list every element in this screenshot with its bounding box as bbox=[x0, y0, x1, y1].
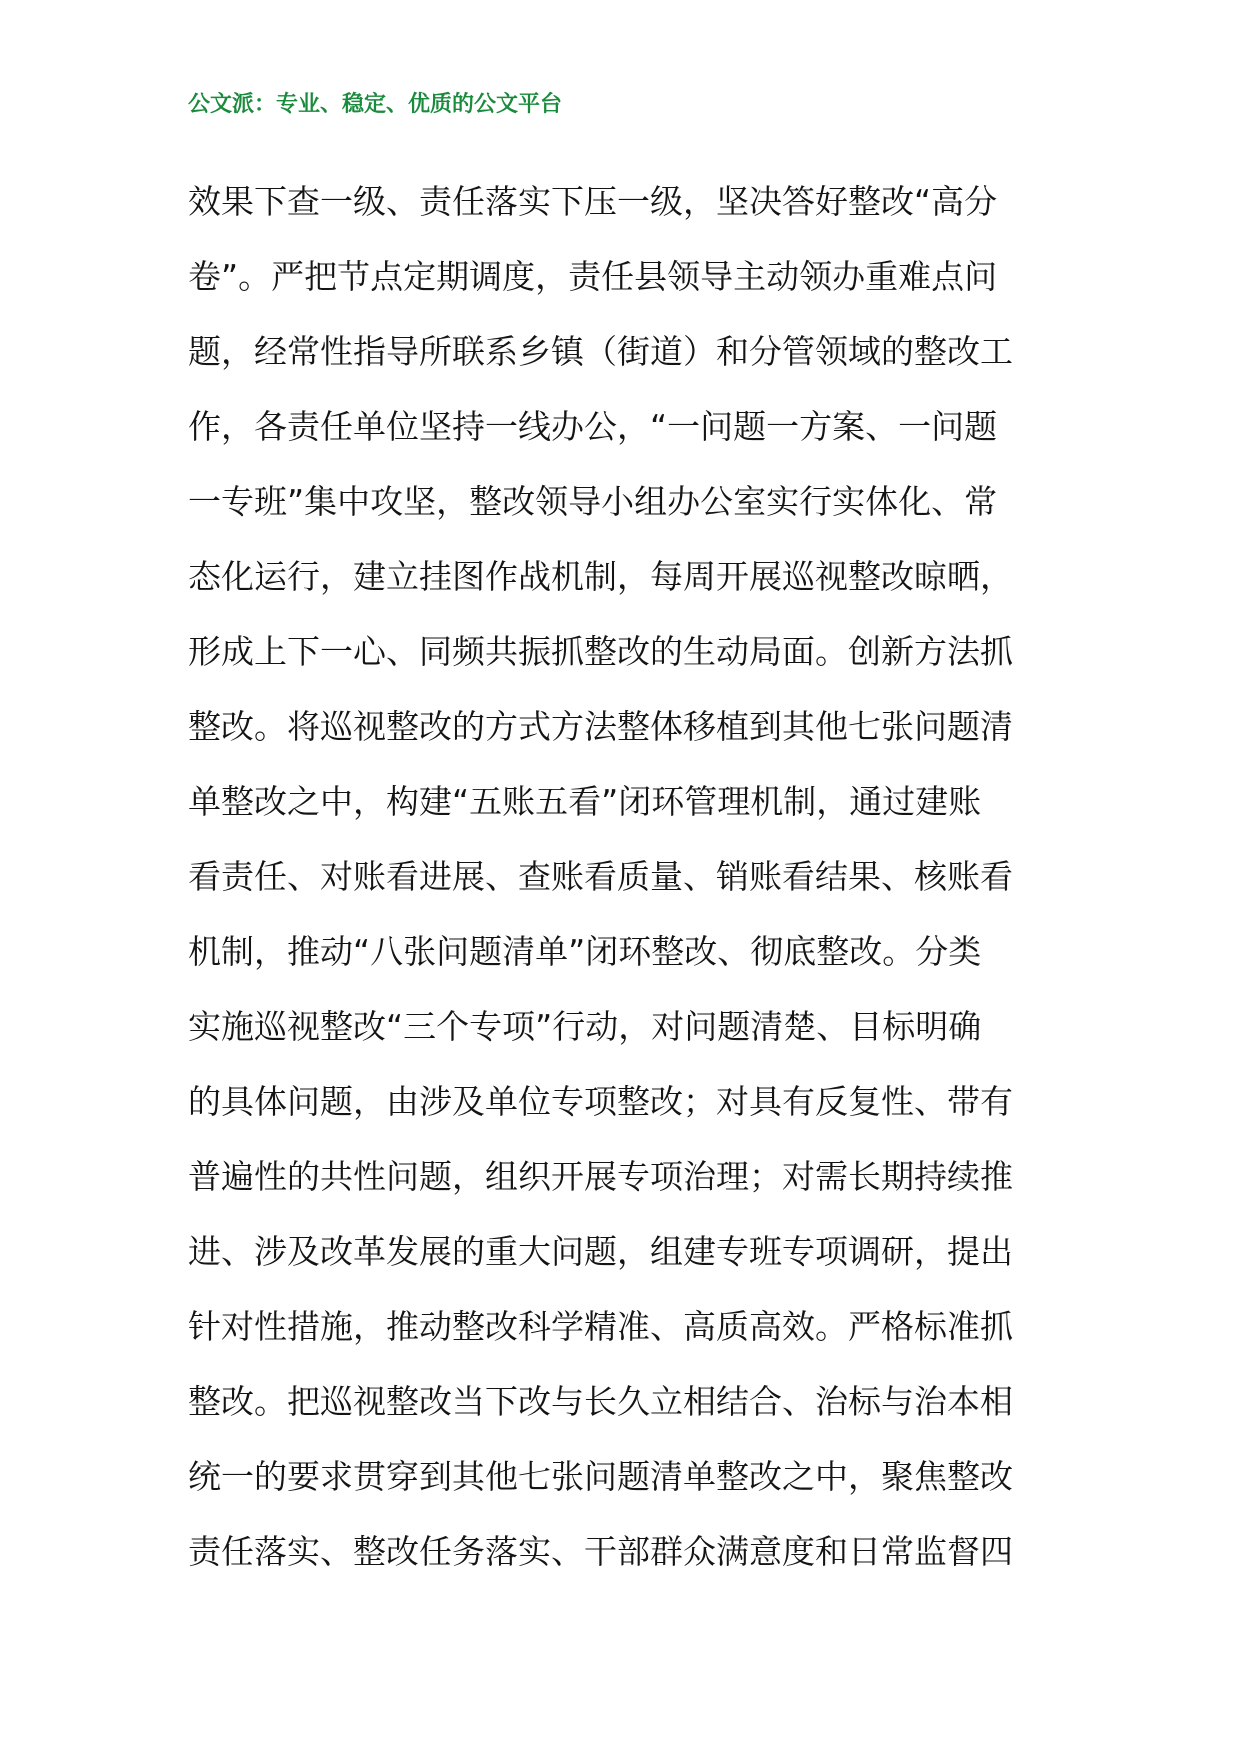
text-line: 题，经常性指导所联系乡镇（街道）和分管领域的整改工 bbox=[188, 332, 1013, 371]
text-line: 责任落实、整改任务落实、干部群众满意度和日常监督四 bbox=[188, 1532, 1013, 1571]
text-line: 单整改之中，构建“五账五看”闭环管理机制，通过建账 bbox=[188, 782, 982, 821]
text-line: 实施巡视整改“三个专项”行动，对问题清楚、目标明确 bbox=[188, 1007, 982, 1046]
text-line: 卷”。严把节点定期调度，责任县领导主动领办重难点问 bbox=[188, 257, 998, 296]
text-line: 针对性措施，推动整改科学精准、高质高效。严格标准抓 bbox=[188, 1307, 1013, 1346]
text-line: 的具体问题，由涉及单位专项整改；对具有反复性、带有 bbox=[188, 1082, 1013, 1121]
text-line: 效果下查一级、责任落实下压一级，坚决答好整改“高分 bbox=[188, 182, 998, 221]
text-line: 态化运行，建立挂图作战机制，每周开展巡视整改晾晒， bbox=[188, 557, 1013, 596]
text-line: 看责任、对账看进展、查账看质量、销账看结果、核账看 bbox=[188, 857, 1013, 896]
text-line: 进、涉及改革发展的重大问题，组建专班专项调研，提出 bbox=[188, 1232, 1013, 1271]
text-line: 统一的要求贯穿到其他七张问题清单整改之中，聚焦整改 bbox=[188, 1457, 1013, 1496]
page-header: 公文派：专业、稳定、优质的公文平台 bbox=[188, 92, 563, 117]
text-line: 形成上下一心、同频共振抓整改的生动局面。创新方法抓 bbox=[188, 632, 1013, 671]
text-line: 机制，推动“八张问题清单”闭环整改、彻底整改。分类 bbox=[188, 932, 982, 971]
text-line: 整改。将巡视整改的方式方法整体移植到其他七张问题清 bbox=[188, 707, 1013, 746]
text-line: 普遍性的共性问题，组织开展专项治理；对需长期持续推 bbox=[188, 1157, 1013, 1196]
text-line: 作，各责任单位坚持一线办公，“一问题一方案、一问题 bbox=[188, 407, 998, 446]
text-line: 整改。把巡视整改当下改与长久立相结合、治标与治本相 bbox=[188, 1382, 1013, 1421]
text-line: 一专班”集中攻坚，整改领导小组办公室实行实体化、常 bbox=[188, 482, 998, 521]
body-text bbox=[188, 164, 1068, 1589]
